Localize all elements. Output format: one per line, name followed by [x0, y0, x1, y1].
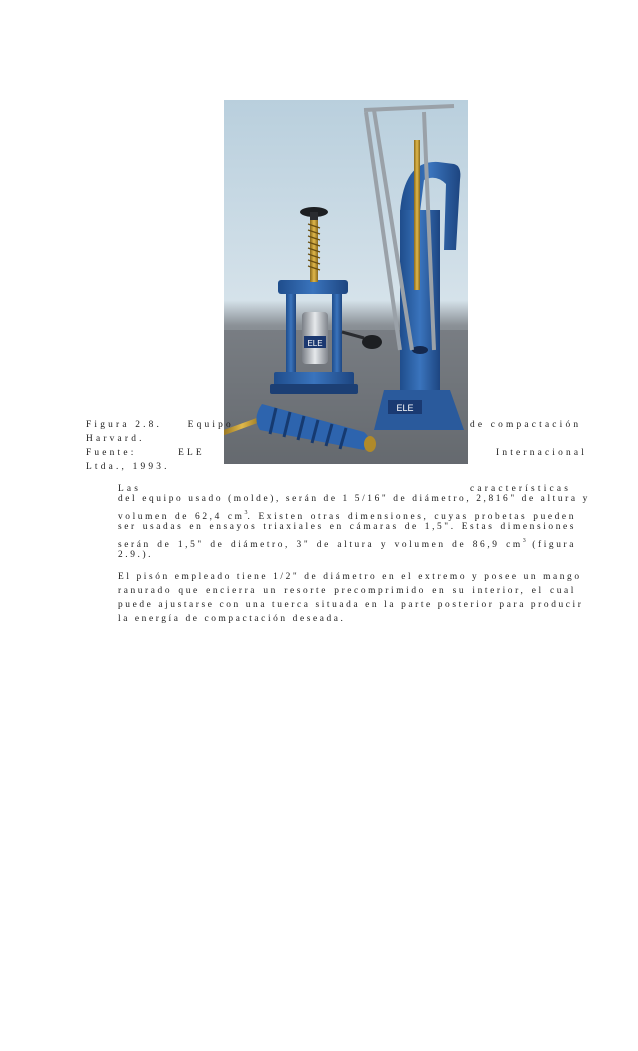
- figure-label-line2: Harvard.: [86, 434, 145, 444]
- source-org: ELE: [178, 448, 205, 458]
- p1-line4: ser usadas en ensayos triaxiales en cámaras de 1,5". Estas dimensiones: [118, 522, 576, 532]
- svg-text:ELE: ELE: [307, 339, 323, 348]
- figure-label-word: Equipo: [187, 420, 234, 430]
- p1-line5: serán de 1,5" de diámetro, 3" de altura y volumen de 86,9 $cm^3$ (figura: [118, 538, 576, 550]
- figure-source: [86, 448, 205, 458]
- p1-line3: volumen de 62,4 $cm^3$. Existen otras dimensiones, cuyas probetas pueden: [118, 510, 576, 522]
- source-org-right: Internacional: [496, 448, 588, 458]
- p2-line2: ranurado que encierra un resorte precomprimido en su interior, el cual: [118, 586, 576, 596]
- p2-line4: la energía de compactación deseada.: [118, 614, 346, 624]
- p2-line1: El pisón empleado tiene 1/2" de diámetro en el extremo y posee un mango: [118, 572, 582, 582]
- figure-number: Figura 2.8.: [86, 420, 163, 430]
- equipment-photo: [224, 100, 468, 464]
- harvard-compaction-equipment-image: [224, 100, 468, 464]
- p1-line1-start: Las: [118, 484, 142, 494]
- figure-label-right: de compactación: [470, 420, 582, 430]
- p1-line2: del equipo usado (molde), serán de 1 5/16" de diámetro, 2,816" de altura y: [118, 494, 590, 504]
- source-label: Fuente:: [86, 448, 137, 458]
- p2-line3: puede ajustarse con una tuerca situada en la parte posterior para producir: [118, 600, 584, 610]
- source-line2: Ltda., 1993.: [86, 462, 170, 472]
- p1-line6: 2.9.).: [118, 550, 154, 560]
- ele-logo: ELE: [396, 403, 414, 413]
- figure-label: [86, 420, 234, 430]
- p1-line1-end: características: [470, 484, 572, 494]
